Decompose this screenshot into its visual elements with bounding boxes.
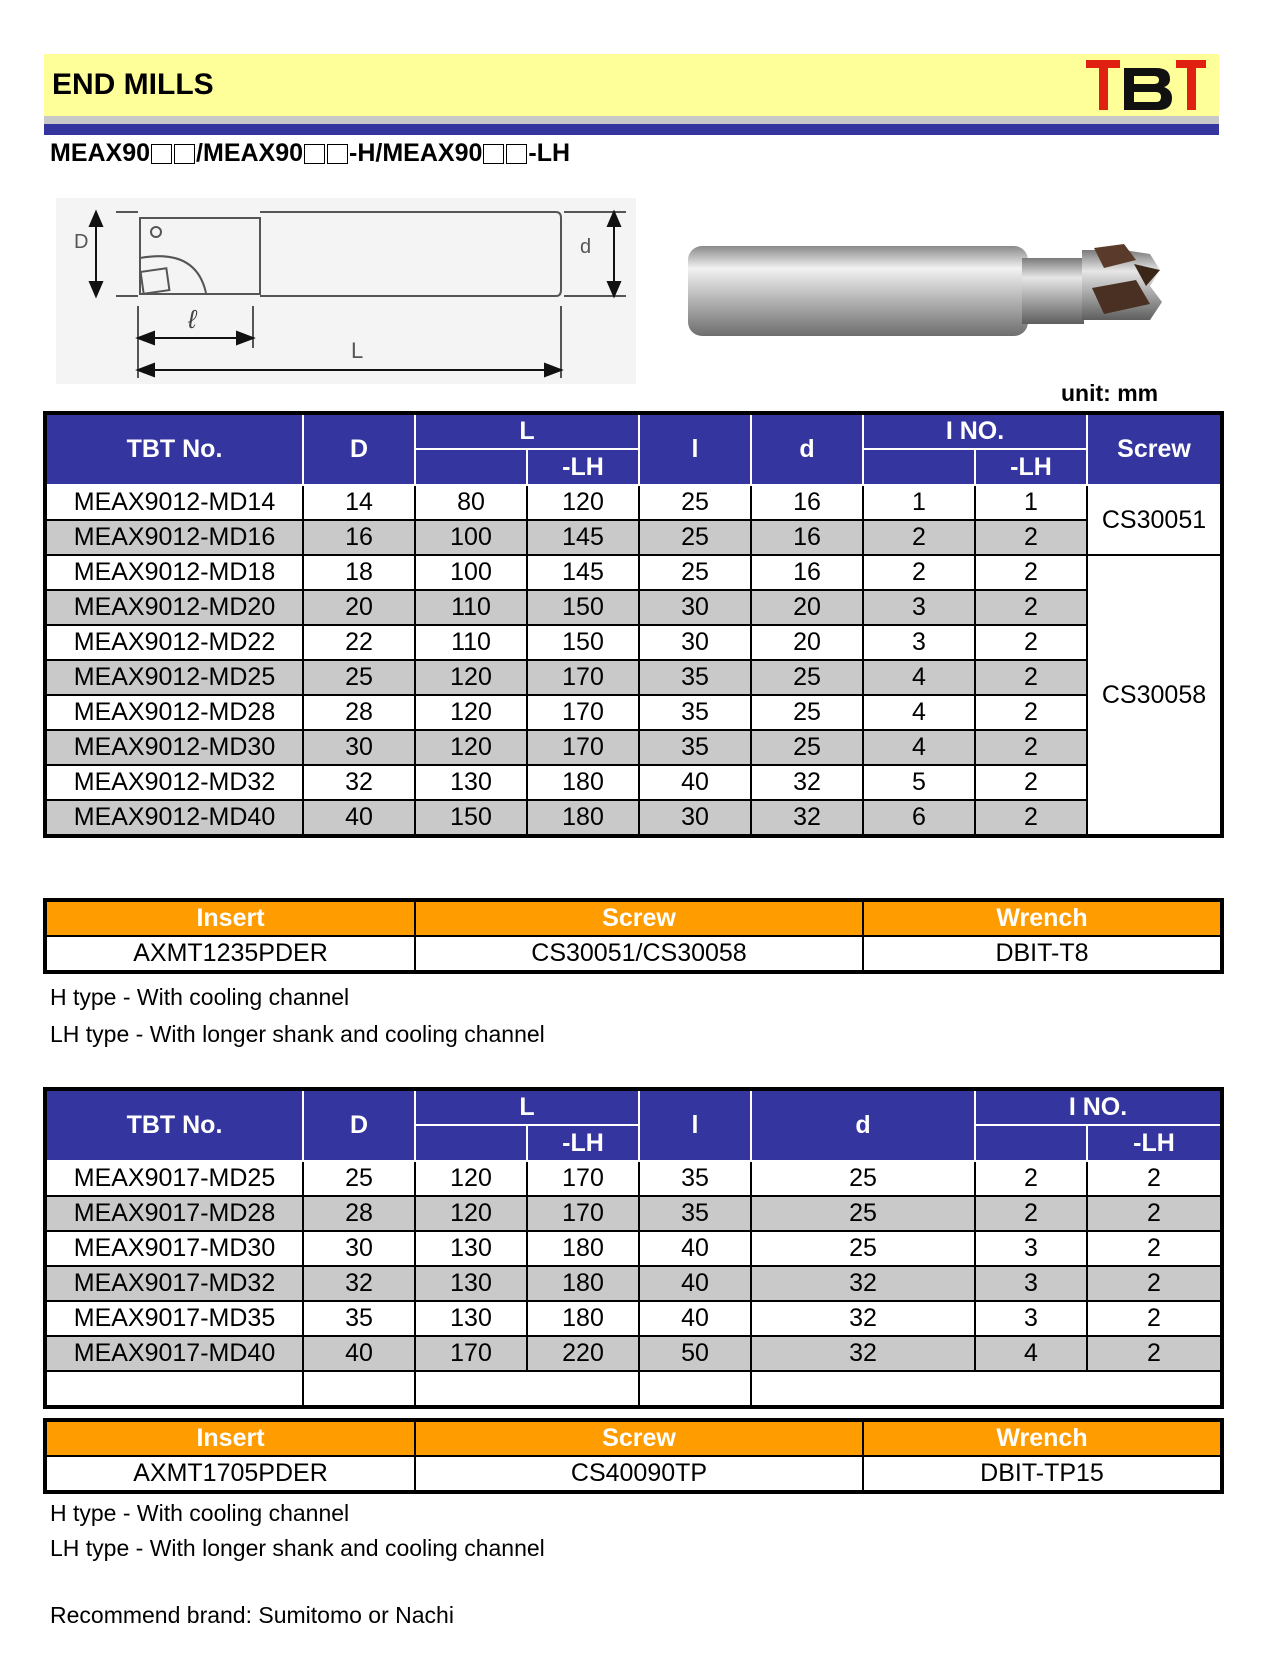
title-rule-blue xyxy=(44,124,1219,135)
cell-L: 130 xyxy=(415,765,527,800)
cell-L-lh: 180 xyxy=(527,1231,639,1266)
acc2-wrench: DBIT-TP15 xyxy=(863,1456,1222,1492)
unit-label: unit: mm xyxy=(1061,380,1159,406)
cell-ino: 3 xyxy=(975,1301,1087,1336)
header-l: l xyxy=(639,1089,751,1161)
cell-d: 16 xyxy=(751,485,863,520)
cell-ino: 1 xyxy=(863,485,975,520)
cell-d: 25 xyxy=(751,695,863,730)
cell-screw: CS30051 xyxy=(1087,485,1222,555)
cell-tbt-no: MEAX9012-MD28 xyxy=(45,695,303,730)
header-L: L xyxy=(415,1089,639,1125)
spec-table-mx12 xyxy=(43,411,1224,838)
placeholder-box xyxy=(174,144,195,164)
cell-L: 130 xyxy=(415,1231,527,1266)
cell-D: 25 xyxy=(303,1161,415,1196)
header-ino-blank xyxy=(863,449,975,485)
cell-tbt-no: MEAX9012-MD32 xyxy=(45,765,303,800)
cell-D: 16 xyxy=(303,520,415,555)
header-l: l xyxy=(639,413,751,485)
acc2-header-wrench: Wrench xyxy=(863,1420,1222,1456)
cell-ino: 4 xyxy=(863,695,975,730)
cell-L-lh: 180 xyxy=(527,765,639,800)
cell-d: 32 xyxy=(751,1266,975,1301)
cell-D: 35 xyxy=(303,1301,415,1336)
header-L-lh: -LH xyxy=(527,449,639,485)
cell-ino: 2 xyxy=(863,555,975,590)
empty-cell xyxy=(45,1371,303,1407)
cell-ino: 2 xyxy=(975,1196,1087,1231)
cell-d: 16 xyxy=(751,520,863,555)
cell-tbt-no: MEAX9012-MD14 xyxy=(45,485,303,520)
cell-D: 20 xyxy=(303,590,415,625)
cell-L: 120 xyxy=(415,730,527,765)
cell-ino: 4 xyxy=(975,1336,1087,1371)
table-row xyxy=(45,1266,1222,1301)
cell-ino-lh: 2 xyxy=(1087,1231,1222,1266)
cell-tbt-no: MEAX9012-MD22 xyxy=(45,625,303,660)
table-row xyxy=(45,1301,1222,1336)
dim-label-L: L xyxy=(351,338,364,363)
cell-tbt-no: MEAX9017-MD25 xyxy=(45,1161,303,1196)
cell-d: 25 xyxy=(751,730,863,765)
cell-tbt-no: MEAX9012-MD40 xyxy=(45,800,303,836)
empty-cell xyxy=(303,1371,415,1407)
cell-D: 30 xyxy=(303,730,415,765)
cell-ino: 3 xyxy=(863,590,975,625)
cell-D: 32 xyxy=(303,765,415,800)
placeholder-box xyxy=(483,144,504,164)
header-ino-blank xyxy=(975,1125,1087,1161)
cell-ino-lh: 2 xyxy=(975,730,1087,765)
header-screw: Screw xyxy=(1087,413,1222,485)
cell-L-lh: 180 xyxy=(527,1301,639,1336)
cell-D: 40 xyxy=(303,800,415,836)
table-row xyxy=(45,695,1222,730)
cell-ino-lh: 2 xyxy=(1087,1196,1222,1231)
table-row xyxy=(45,1231,1222,1266)
dim-label-D: D xyxy=(74,231,89,253)
header-ino: I NO. xyxy=(975,1089,1222,1125)
header-ino-lh: -LH xyxy=(975,449,1087,485)
cell-ino-lh: 2 xyxy=(1087,1266,1222,1301)
empty-cell xyxy=(415,1371,639,1407)
cell-l: 25 xyxy=(639,555,751,590)
cell-d: 32 xyxy=(751,765,863,800)
cell-d: 25 xyxy=(751,1196,975,1231)
cell-tbt-no: MEAX9012-MD30 xyxy=(45,730,303,765)
cell-ino-lh: 2 xyxy=(1087,1336,1222,1371)
acc2-screw: CS40090TP xyxy=(415,1456,863,1492)
cell-ino-lh: 2 xyxy=(975,800,1087,836)
cell-l: 35 xyxy=(639,1161,751,1196)
cell-ino: 5 xyxy=(863,765,975,800)
tool-photo xyxy=(684,230,1166,342)
cell-ino: 3 xyxy=(863,625,975,660)
cell-ino-lh: 2 xyxy=(975,765,1087,800)
header-L-lh: -LH xyxy=(527,1125,639,1161)
cell-tbt-no: MEAX9017-MD30 xyxy=(45,1231,303,1266)
empty-cell xyxy=(639,1371,751,1407)
header-d: d xyxy=(751,1089,975,1161)
table-row xyxy=(45,1196,1222,1231)
cell-l: 35 xyxy=(639,730,751,765)
cell-ino-lh: 2 xyxy=(975,695,1087,730)
acc1-wrench: DBIT-T8 xyxy=(863,936,1222,972)
cell-ino: 3 xyxy=(975,1266,1087,1301)
cell-D: 30 xyxy=(303,1231,415,1266)
table-row xyxy=(45,520,1222,555)
cell-L-lh: 150 xyxy=(527,625,639,660)
cell-L: 110 xyxy=(415,625,527,660)
cell-ino: 4 xyxy=(863,730,975,765)
header-tbt-no: TBT No. xyxy=(45,1089,303,1161)
header-ino: I NO. xyxy=(863,413,1087,449)
tool-dimension-drawing xyxy=(56,198,636,384)
cell-d: 25 xyxy=(751,1231,975,1266)
cell-l: 35 xyxy=(639,660,751,695)
cell-L-lh: 150 xyxy=(527,590,639,625)
cell-L: 110 xyxy=(415,590,527,625)
cell-D: 22 xyxy=(303,625,415,660)
table-row xyxy=(45,555,1222,590)
cell-L: 170 xyxy=(415,1336,527,1371)
acc1-header-wrench: Wrench xyxy=(863,900,1222,936)
cell-L-lh: 170 xyxy=(527,695,639,730)
table-row xyxy=(45,800,1222,836)
cell-ino: 2 xyxy=(975,1161,1087,1196)
cell-ino-lh: 2 xyxy=(975,590,1087,625)
cell-L-lh: 170 xyxy=(527,660,639,695)
cell-L: 150 xyxy=(415,800,527,836)
cell-tbt-no: MEAX9017-MD35 xyxy=(45,1301,303,1336)
cell-L: 100 xyxy=(415,555,527,590)
cell-tbt-no: MEAX9017-MD28 xyxy=(45,1196,303,1231)
header-L-blank xyxy=(415,449,527,485)
cell-L: 120 xyxy=(415,695,527,730)
title-bar xyxy=(44,54,1219,116)
note-h-type: H type - With cooling channel xyxy=(50,984,350,1010)
accessory-table-1 xyxy=(43,898,1224,974)
cell-L-lh: 180 xyxy=(527,800,639,836)
cell-l: 35 xyxy=(639,695,751,730)
header-L-blank xyxy=(415,1125,527,1161)
cell-d: 20 xyxy=(751,625,863,660)
cell-d: 25 xyxy=(751,660,863,695)
cell-screw: CS30058 xyxy=(1087,555,1222,836)
cell-ino-lh: 2 xyxy=(1087,1161,1222,1196)
cell-L-lh: 170 xyxy=(527,1196,639,1231)
cell-tbt-no: MEAX9012-MD16 xyxy=(45,520,303,555)
header-tbt-no: TBT No. xyxy=(45,413,303,485)
cell-L-lh: 170 xyxy=(527,1161,639,1196)
cell-l: 35 xyxy=(639,1196,751,1231)
table-row xyxy=(45,1336,1222,1371)
cell-tbt-no: MEAX9012-MD20 xyxy=(45,590,303,625)
cell-d: 16 xyxy=(751,555,863,590)
page-title: END MILLS xyxy=(52,68,214,101)
cell-l: 40 xyxy=(639,765,751,800)
cell-L: 120 xyxy=(415,1196,527,1231)
header-d: d xyxy=(751,413,863,485)
cell-L-lh: 220 xyxy=(527,1336,639,1371)
acc1-screw: CS30051/CS30058 xyxy=(415,936,863,972)
acc1-insert: AXMT1235PDER xyxy=(45,936,415,972)
cell-L-lh: 170 xyxy=(527,730,639,765)
acc1-header-screw: Screw xyxy=(415,900,863,936)
acc1-header-insert: Insert xyxy=(45,900,415,936)
cell-tbt-no: MEAX9017-MD32 xyxy=(45,1266,303,1301)
brand-logo xyxy=(1086,54,1206,116)
header-ino-lh: -LH xyxy=(1087,1125,1222,1161)
table-row xyxy=(45,485,1222,520)
header-D: D xyxy=(303,413,415,485)
placeholder-box xyxy=(327,144,348,164)
cell-L-lh: 120 xyxy=(527,485,639,520)
cell-d: 32 xyxy=(751,1336,975,1371)
cell-ino: 2 xyxy=(863,520,975,555)
header-L: L xyxy=(415,413,639,449)
cell-L: 120 xyxy=(415,660,527,695)
cell-l: 40 xyxy=(639,1301,751,1336)
header-D: D xyxy=(303,1089,415,1161)
cell-ino-lh: 2 xyxy=(975,555,1087,590)
spec-table-mx17 xyxy=(43,1087,1224,1409)
cell-D: 25 xyxy=(303,660,415,695)
cell-l: 30 xyxy=(639,625,751,660)
series-title: MEAX90 /MEAX90 -H/MEAX90 -LH xyxy=(50,139,571,167)
cell-ino-lh: 1 xyxy=(975,485,1087,520)
cell-L: 120 xyxy=(415,1161,527,1196)
dim-label-d: d xyxy=(580,236,592,258)
table-row xyxy=(45,765,1222,800)
cell-tbt-no: MEAX9012-MD25 xyxy=(45,660,303,695)
cell-tbt-no: MEAX9017-MD40 xyxy=(45,1336,303,1371)
empty-cell xyxy=(751,1371,1222,1407)
acc2-insert: AXMT1705PDER xyxy=(45,1456,415,1492)
table-row xyxy=(45,590,1222,625)
cell-l: 30 xyxy=(639,590,751,625)
note-lh-type: LH type - With longer shank and cooling channel xyxy=(50,1021,545,1047)
cell-d: 32 xyxy=(751,800,863,836)
cell-L: 80 xyxy=(415,485,527,520)
acc2-header-screw: Screw xyxy=(415,1420,863,1456)
cell-L-lh: 145 xyxy=(527,520,639,555)
cell-l: 30 xyxy=(639,800,751,836)
cell-ino: 3 xyxy=(975,1231,1087,1266)
cell-d: 25 xyxy=(751,1161,975,1196)
cell-ino-lh: 2 xyxy=(1087,1301,1222,1336)
title-rule-gray xyxy=(44,116,1219,124)
cell-ino-lh: 2 xyxy=(975,625,1087,660)
cell-l: 40 xyxy=(639,1231,751,1266)
cell-ino-lh: 2 xyxy=(975,520,1087,555)
dim-label-l: ℓ xyxy=(188,304,197,334)
cell-L: 100 xyxy=(415,520,527,555)
cell-l: 40 xyxy=(639,1266,751,1301)
table-row-empty xyxy=(45,1371,1222,1407)
cell-D: 40 xyxy=(303,1336,415,1371)
cell-l: 25 xyxy=(639,485,751,520)
placeholder-box xyxy=(304,144,325,164)
cell-L: 130 xyxy=(415,1301,527,1336)
cell-D: 14 xyxy=(303,485,415,520)
cell-D: 28 xyxy=(303,1196,415,1231)
cell-d: 20 xyxy=(751,590,863,625)
cell-d: 32 xyxy=(751,1301,975,1336)
cell-D: 32 xyxy=(303,1266,415,1301)
cell-D: 18 xyxy=(303,555,415,590)
cell-l: 25 xyxy=(639,520,751,555)
cell-ino: 6 xyxy=(863,800,975,836)
note-h-type-2: H type - With cooling channel xyxy=(50,1500,350,1526)
cell-L-lh: 180 xyxy=(527,1266,639,1301)
acc2-header-insert: Insert xyxy=(45,1420,415,1456)
accessory-table-2 xyxy=(43,1418,1224,1494)
note-lh-type-2: LH type - With longer shank and cooling channel xyxy=(50,1535,545,1561)
cell-ino-lh: 2 xyxy=(975,660,1087,695)
cell-L: 130 xyxy=(415,1266,527,1301)
placeholder-box xyxy=(151,144,172,164)
placeholder-box xyxy=(506,144,527,164)
footer-recommend-brand: Recommend brand: Sumitomo or Nachi xyxy=(50,1602,454,1628)
table-row xyxy=(45,730,1222,765)
cell-L-lh: 145 xyxy=(527,555,639,590)
table-row xyxy=(45,660,1222,695)
cell-l: 50 xyxy=(639,1336,751,1371)
cell-D: 28 xyxy=(303,695,415,730)
table-row xyxy=(45,625,1222,660)
cell-tbt-no: MEAX9012-MD18 xyxy=(45,555,303,590)
cell-ino: 4 xyxy=(863,660,975,695)
table-row xyxy=(45,1161,1222,1196)
